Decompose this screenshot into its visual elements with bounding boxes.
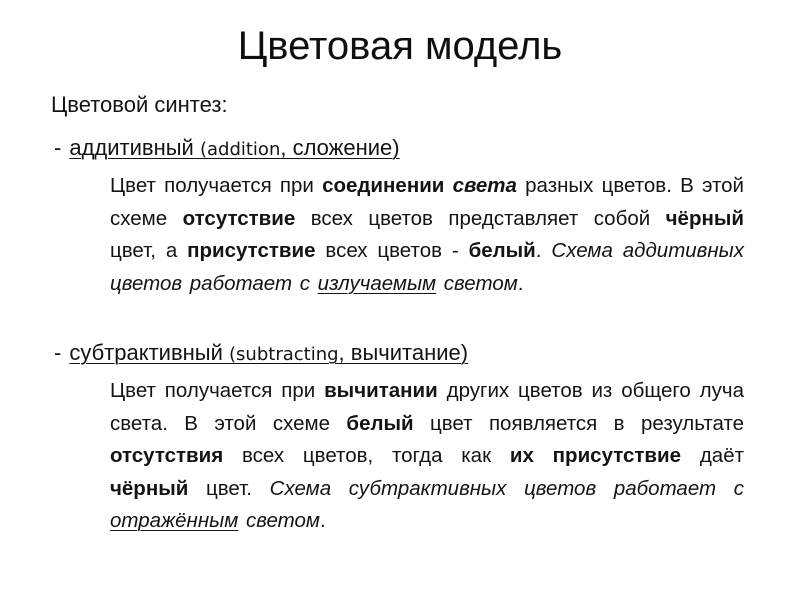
underlined-italic-run: излучаемым: [317, 271, 437, 295]
slide-title: Цветовая модель: [237, 24, 563, 68]
bold-run: соединении: [322, 174, 445, 197]
bullet-dash: -: [54, 340, 62, 365]
bullet-additive: [54, 133, 400, 165]
bullet-subtractive-label: [69, 340, 468, 365]
underlined-italic-run: отражённым: [110, 509, 239, 532]
bold-run: белый: [468, 239, 536, 262]
bullet-subtractive-latin: (subtracting: [229, 344, 339, 365]
bullet-additive-label: [69, 135, 399, 160]
italic-run: светом: [238, 509, 320, 532]
bold-run: белый: [346, 411, 414, 435]
slide-subtitle: Цветовой синтез:: [51, 92, 228, 117]
bold-run: чёрный: [110, 476, 189, 500]
italic-run: Схема субтрактивных цветов работает с: [269, 476, 745, 500]
text-run: цвет появляется в результате: [413, 411, 745, 435]
bold-run: их присутствие: [509, 444, 682, 467]
bold-run: чёрный: [665, 206, 744, 230]
text-run: разных цветов. В этой схеме: [110, 174, 744, 230]
bullet-subtractive: [54, 338, 468, 370]
text-run: .: [517, 271, 524, 295]
paragraph-subtractive: [110, 375, 744, 538]
bullet-subtractive-comma: ,: [338, 340, 345, 365]
bullet-dash: -: [54, 135, 62, 160]
bullet-additive-translation: сложение): [286, 135, 400, 160]
text-run: Цвет получается при: [110, 174, 323, 197]
text-run: цвет, а: [110, 239, 188, 262]
paragraph-additive: [110, 170, 744, 300]
bold-run: вычитании: [324, 379, 438, 402]
bold-italic-run: света: [452, 174, 517, 197]
italic-run: Схема аддитивных цветов работает с: [110, 239, 744, 295]
text-run: Цвет получается при: [110, 379, 325, 402]
bold-run: присутствие: [187, 239, 316, 262]
text-run: .: [535, 239, 552, 262]
bold-run: отсутствия: [110, 444, 224, 467]
bold-run: отсутствие: [182, 206, 296, 230]
text-run: других цветов из общего луча света. В этой схеме: [110, 379, 744, 435]
bullet-subtractive-translation: вычитание): [344, 340, 469, 365]
text-run: .: [319, 509, 326, 532]
text-run: всех цветов, тогда как: [223, 444, 510, 467]
bullet-additive-name: аддитивный: [69, 135, 194, 160]
text-run: [444, 174, 452, 197]
bullet-additive-comma: ,: [280, 135, 287, 160]
text-run: всех цветов представляет собой: [295, 206, 666, 230]
italic-run: светом: [436, 271, 518, 295]
bullet-additive-latin: (addition: [199, 139, 281, 160]
text-run: всех цветов -: [315, 239, 469, 262]
bullet-subtractive-name: субтрактивный: [69, 340, 223, 365]
text-run: даёт: [681, 444, 744, 467]
text-run: цвет.: [188, 476, 270, 500]
